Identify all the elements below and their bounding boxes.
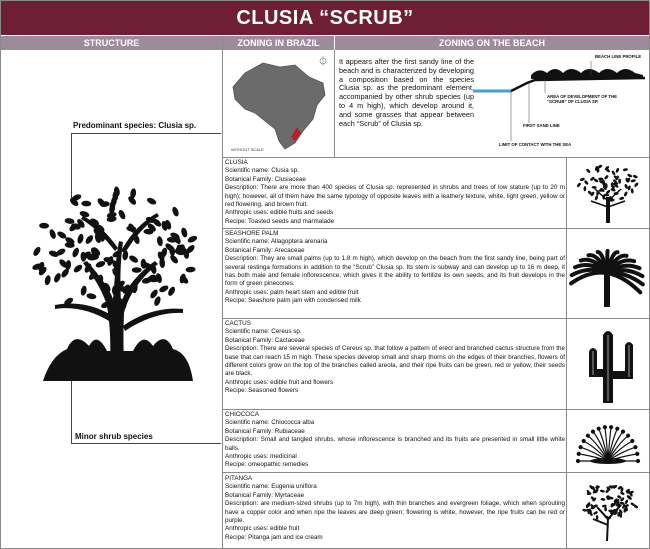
anthropic-uses: Anthropic uses: edible fruit and flowers (225, 378, 334, 386)
scientific-name: Scientific name: Eugenia uniflora (225, 483, 317, 491)
header-zoning-beach: ZONING ON THE BEACH (335, 36, 649, 50)
species-entry-clusia (225, 159, 565, 226)
first-sand-line-label: FIRST SAND LINE (523, 123, 560, 128)
minor-species-label: Minor shrub species (75, 432, 153, 441)
recipe: Recipe: Seashore palm jam with condensed milk (225, 297, 361, 305)
species-entry-cactus (225, 320, 565, 396)
row-divider (222, 472, 649, 473)
botanical-family: Botanical Family: Clusiaceae (225, 175, 306, 183)
anthropic-uses: Anthropic uses: edible fruit (225, 525, 300, 533)
species-entry-seashore-palm (225, 230, 565, 306)
species-entry-chiococca (225, 411, 565, 470)
map-scale-note: WITHOUT SCALE (231, 147, 264, 152)
cactus-icon (567, 325, 649, 405)
botanical-family: Botanical Family: Myrtaceae (225, 491, 305, 499)
beach-profile-diagram (471, 53, 649, 155)
species-name: CACTUS (225, 320, 251, 327)
beach-zoning-text: It appears after the first sandy line of the beach and is characterized by developing a composition based on the species Clusia sp. as the predominant element, accompanied by other shrub species (up to 4 m high), which develop around it, and some grasses that appear between each “Scrub” of Clusia sp. (339, 57, 474, 128)
row-divider (222, 318, 649, 319)
recipe: Recipe: omeopathic remedies (225, 461, 309, 469)
leader-line (71, 133, 221, 134)
botanical-family: Botanical Family: Cactaceae (225, 336, 305, 344)
recipe: Recipe: Toasted seeds and marmalade (225, 217, 335, 225)
anthropic-uses: Anthropic uses: medicinal (225, 453, 297, 461)
clusia-icon (567, 161, 649, 225)
predominant-species-label: Predominant species: Clusia sp. (73, 121, 197, 130)
sea-contact-limit-label: LIMIT OF CONTACT WITH THE SEA (499, 142, 572, 147)
species-description: Description: Small and tangled shrubs, whose inflorescence is branched and its fruits are presented in small little white balls. (225, 436, 565, 452)
botanical-family: Botanical Family: Arecaceae (225, 246, 305, 254)
species-name: CHIOCOCA (225, 411, 259, 418)
species-description: Description: are medium-sized shrubs (up to 7m high), with thin branches and evergreen foliage, which when sprouting have a copper color and when ripe the leaves are deep green; flowering is white, however, the ripe fruits can be red or purple. (225, 500, 565, 525)
pitanga-icon (567, 479, 649, 543)
header-zoning-brazil: ZONING IN BRAZIL (223, 36, 334, 50)
scientific-name: Scientific name: Clusia sp. (225, 167, 299, 175)
clusia-tree-illustration (23, 181, 208, 391)
species-entry-pitanga (225, 475, 565, 542)
scientific-name: Scientific name: Cereus sp. (225, 328, 302, 336)
chiococca-icon (567, 417, 649, 467)
species-description: Description: There are several species of Cereus sp. that follow a pattern of erect and branched cactus structure from the base that can reach 15 m high. These species develop small and sharp thorns on the edges of their branches, flowers of different colors grow on the top of the branches called areola, and their ripe fruits can be green, red or yellow, their seeds are black. (225, 345, 565, 378)
species-name: SEASHORE PALM (225, 230, 279, 237)
brazil-map (225, 53, 333, 153)
scientific-name: Scientific name: Chiococca alba (225, 419, 315, 427)
species-description: Description: There are more than 400 species of Clusia sp. represented in shrubs and trees of low stature (up to 20 m high); however, all of them have the same typology of opposite leaves with a leathery texture, white, light green, yellow or red flowering, and brown fruit. (225, 184, 565, 209)
header-structure: STRUCTURE (1, 36, 222, 50)
row-divider (222, 157, 649, 158)
leader-line (71, 381, 72, 443)
row-divider (222, 228, 649, 229)
row-divider (222, 409, 649, 410)
leader-line (71, 443, 221, 444)
anthropic-uses: Anthropic uses: palm heart stem and edible fruit (225, 288, 359, 296)
beach-profile-label: BEACH LINE PROFILE (595, 54, 642, 59)
anthropic-uses: Anthropic uses: edible fruits and seeds (225, 209, 334, 217)
page-title: CLUSIA “SCRUB” (1, 1, 649, 35)
recipe: Recipe: Pitanga jam and ice cream (225, 533, 323, 541)
recipe: Recipe: Seasoned flowers (225, 387, 299, 395)
column-divider (334, 50, 335, 157)
species-description: Description: They are small palms (up to 1.8 m high), which develop on the beach from the first sandy line, being part of several restinga formations in addition to the “Scrub” Clusia sp. Its stem is subway and can develop up to 16 m deep, it has both male and female inflorescence, which gives it the ability to fertilize its own seeds, and its fruit develops in the form of green pinecones. (225, 255, 565, 288)
palm-icon (567, 237, 649, 311)
scientific-name: Scientific name: Allagoptera arenaria (225, 238, 328, 246)
species-name: PITANGA (225, 475, 253, 482)
scrub-area-label: AREA OF DEVELOPMENT OF THE “SCRUB” OF CLUSIA SP. (547, 94, 618, 104)
species-name: CLUSIA (225, 159, 248, 166)
botanical-family: Botanical Family: Rubiaceae (225, 427, 305, 435)
